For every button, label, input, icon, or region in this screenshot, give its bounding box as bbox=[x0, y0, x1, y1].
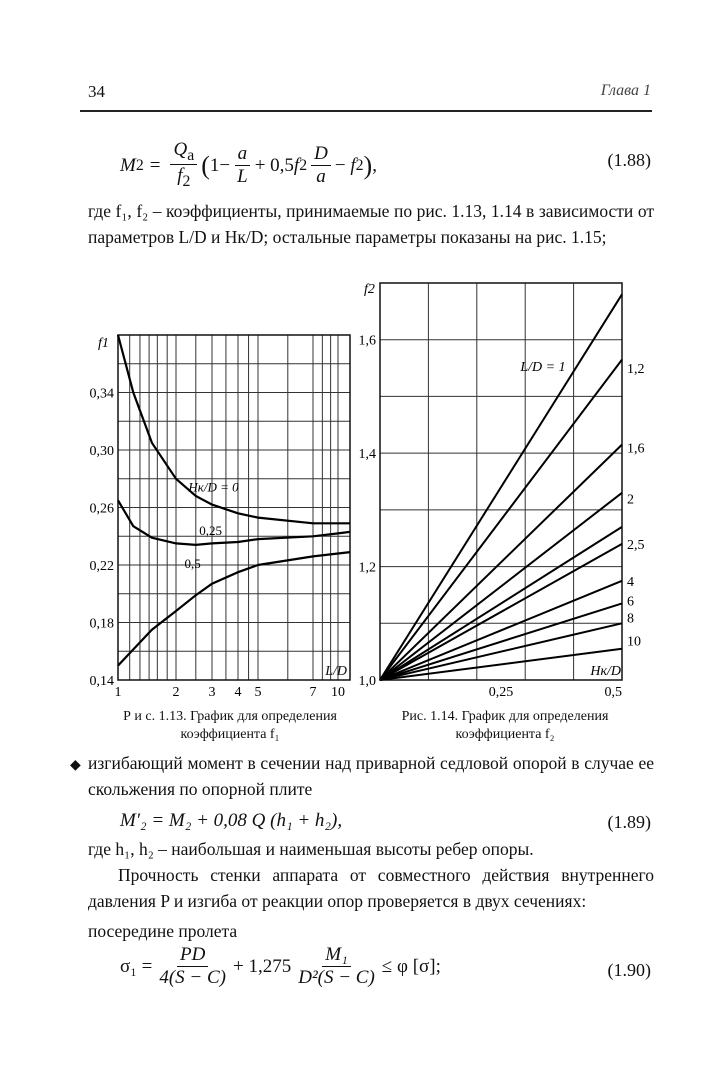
sub: 2 bbox=[355, 156, 364, 174]
series-label: 2 bbox=[627, 492, 634, 508]
caption-line: Рис. 1.14. График для определения bbox=[401, 709, 609, 724]
eq-term: 1− bbox=[209, 154, 231, 176]
series-label: 2,5 bbox=[627, 537, 645, 553]
eq-term: , bbox=[372, 154, 377, 176]
series-line bbox=[380, 294, 622, 680]
chart-f2 bbox=[359, 282, 645, 700]
eq-term: + 0,5 bbox=[254, 154, 294, 176]
series-label: 4 bbox=[627, 574, 634, 590]
chart-f1 bbox=[90, 335, 351, 700]
x-tick-label: 1 bbox=[114, 685, 122, 700]
paragraph: посередине пролета bbox=[88, 921, 238, 941]
caption-line: Р и с. 1.13. График для определения bbox=[123, 709, 337, 724]
series-label: 0,25 bbox=[199, 522, 223, 538]
paren-close: ) bbox=[363, 150, 373, 180]
fraction bbox=[295, 945, 378, 989]
y-tick-label: 0,18 bbox=[89, 616, 114, 632]
series-label: 1,2 bbox=[627, 362, 645, 378]
num: M₁ bbox=[322, 945, 350, 967]
paragraph: Прочность стенки аппарата от совместного действия внутреннего давления P и изгиба от реакции опор проверяется в двух сечениях: bbox=[88, 865, 654, 911]
series-label: 8 bbox=[627, 611, 634, 627]
paragraph: где f₁, f₂ – коэффициенты, принимаемые по рис. 1.13, 1.14 в зависимости от параметров L/D и Hк/D; остальные параметры показаны на рис. 1.15; bbox=[88, 201, 654, 247]
fraction bbox=[156, 945, 229, 989]
x-tick-label: 2 bbox=[172, 685, 180, 700]
paragraph: где h₁, h₂ – наибольшая и наименьшая высоты ребер опоры. bbox=[88, 839, 534, 859]
eq-lhs: σ₁ = bbox=[120, 955, 153, 977]
x-axis-label: L/D bbox=[325, 664, 347, 679]
equation-1-89: M′₂ = M₂ + 0,08 Q (h₁ + h₂), bbox=[120, 810, 343, 831]
diamond-bullet-icon: ◆ bbox=[70, 758, 81, 773]
eq-sign: = bbox=[149, 154, 161, 176]
x-tick-label: 4 bbox=[234, 685, 242, 700]
series-line bbox=[118, 552, 350, 666]
x-tick-label: 0,25 bbox=[488, 685, 514, 700]
y-tick-label: 0,30 bbox=[89, 444, 114, 459]
den: D²(S − C) bbox=[298, 966, 375, 988]
fraction bbox=[170, 140, 197, 191]
header-rule bbox=[80, 110, 652, 112]
den: 4(S − C) bbox=[159, 966, 226, 988]
y-tick-label: 0,26 bbox=[89, 501, 114, 517]
x-tick-label: 3 bbox=[208, 685, 216, 700]
equation-number: (1.89) bbox=[607, 812, 651, 832]
eq-term: + 1,275 bbox=[233, 955, 292, 977]
den: L bbox=[237, 165, 248, 187]
equation-1-88 bbox=[120, 140, 377, 191]
series-label: Hк/D = 0 bbox=[188, 479, 239, 495]
series-label: 10 bbox=[627, 634, 641, 650]
y-tick-label: 1,0 bbox=[358, 674, 376, 689]
fraction bbox=[234, 144, 251, 188]
caption-line: коэффициента f₁ bbox=[180, 727, 280, 742]
sub: а bbox=[187, 146, 195, 164]
eq-term: f bbox=[293, 154, 300, 176]
eq-term: ≤ φ [σ]; bbox=[381, 955, 441, 977]
y-axis-label: f2 bbox=[364, 282, 375, 297]
y-tick-label: 0,22 bbox=[89, 559, 114, 574]
y-tick-label: 0,34 bbox=[89, 386, 114, 402]
series-label: 1,6 bbox=[627, 441, 645, 457]
equation-number: (1.90) bbox=[607, 960, 651, 980]
y-tick-label: 1,2 bbox=[358, 560, 376, 576]
x-tick-label: 0,5 bbox=[604, 685, 622, 700]
series-label: L/D = 1 bbox=[520, 359, 566, 375]
paren-open: ( bbox=[201, 150, 210, 180]
eq-term: − bbox=[334, 154, 346, 176]
page-number: 34 bbox=[88, 82, 105, 101]
equation-1-90 bbox=[120, 945, 441, 989]
x-tick-label: 10 bbox=[331, 685, 345, 700]
x-tick-label: 5 bbox=[254, 685, 262, 700]
y-tick-label: 0,14 bbox=[89, 674, 114, 689]
caption-line: коэффициента f₂ bbox=[455, 727, 555, 742]
running-head-chapter: Глава 1 bbox=[600, 82, 651, 99]
sub: 2 bbox=[182, 173, 191, 190]
series-label: 0,5 bbox=[184, 555, 201, 571]
series-line bbox=[380, 527, 622, 680]
series-line bbox=[380, 445, 622, 680]
den: f bbox=[177, 165, 183, 187]
figures bbox=[0, 270, 721, 710]
x-tick-label: 7 bbox=[309, 685, 317, 700]
y-tick-label: 1,6 bbox=[358, 333, 376, 349]
eq-lhs: M bbox=[120, 154, 136, 176]
num: a bbox=[235, 144, 251, 166]
num: Q bbox=[173, 139, 188, 160]
sub: 2 bbox=[299, 156, 308, 174]
y-axis-label: f1 bbox=[98, 336, 109, 351]
figure-1-13-caption bbox=[100, 708, 360, 744]
num: D bbox=[311, 144, 331, 166]
series-label: 6 bbox=[627, 594, 634, 610]
figure-1-14-caption bbox=[370, 708, 640, 744]
fraction bbox=[311, 144, 331, 188]
x-axis-label: Hк/D bbox=[590, 664, 621, 679]
eq-sub: 2 bbox=[135, 156, 144, 174]
equation-number: (1.88) bbox=[607, 150, 651, 170]
series-line bbox=[380, 544, 622, 680]
num: PD bbox=[177, 945, 208, 967]
den: a bbox=[316, 165, 326, 187]
series-line bbox=[118, 335, 350, 523]
eq-term: f bbox=[350, 154, 356, 176]
series-line bbox=[380, 603, 622, 680]
y-tick-label: 1,4 bbox=[358, 447, 376, 463]
paragraph: изгибающий момент в сечении над приварной седловой опорой в случае ее скольжения по опорной плите bbox=[88, 753, 654, 799]
